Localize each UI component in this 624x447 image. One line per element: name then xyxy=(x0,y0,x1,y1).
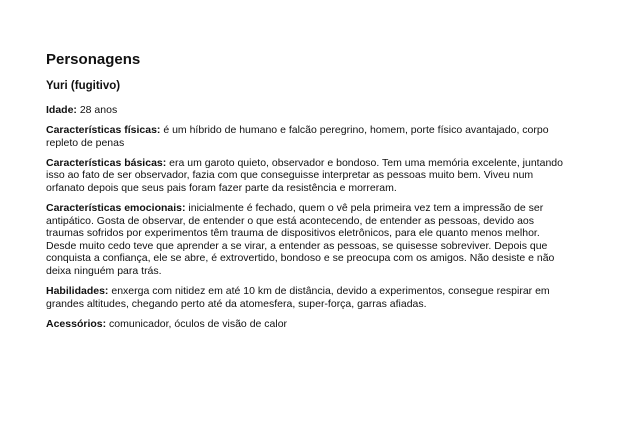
physical-traits-paragraph xyxy=(46,124,566,149)
age-paragraph xyxy=(46,104,566,117)
character-name: Yuri (fugitivo) xyxy=(46,80,121,92)
abilities-label: Habilidades: xyxy=(46,285,109,298)
physical-traits-text: é um híbrido de humano e falcão peregrino, homem, porte físico avantajado, corpo repleto de penas xyxy=(46,124,549,149)
age-label: Idade: xyxy=(46,104,77,116)
accessories-paragraph xyxy=(46,318,566,331)
basic-traits-paragraph xyxy=(46,157,566,195)
document-page xyxy=(46,50,566,338)
age-text: 28 anos xyxy=(76,104,118,116)
emotional-traits-text: inicialmente é fechado, quem o vê pela primeira vez tem a impressão de ser antipático. Gosta de observar, de entender o que está acontecendo, de entender as pessoas, devido aos traumas sofridos por experimentos têm trauma de dispositivos eletrônicos, para ele quanto menos melhor. Desde muito cedo teve que aprender a se virar, a entender as pessoas, se quisesse sobreviver. Depois que conquista a confiança, ele se abre, é extrovertido, bondoso e se preocupa com os amigos. Não desiste e não deixa ninguém para trás. xyxy=(46,202,555,278)
abilities-paragraph xyxy=(46,285,566,310)
accessories-text: comunicador, óculos de visão de calor xyxy=(106,317,288,330)
physical-traits-label: Características físicas: xyxy=(46,124,161,137)
emotional-traits-label: Características emocionais: xyxy=(46,202,186,215)
section-heading: Personagens xyxy=(46,51,141,68)
basic-traits-text: era um garoto quieto, observador e bondoso. Tem uma memória excelente, juntando isso ao fato de ser observador, fazia com que conseguisse interpretar as pessoas muito bem. Viveu num orfanato depois que seus pais foram fazer parte da resistência e morreram. xyxy=(46,156,563,194)
abilities-text: enxerga com nitidez em até 10 km de distância, devido a experimentos, consegue respirar em grandes altitudes, chegando perto até da atomesfera, super-força, garras afiadas. xyxy=(46,285,550,310)
accessories-label: Acessórios: xyxy=(46,317,107,330)
basic-traits-label: Características básicas: xyxy=(46,156,167,169)
emotional-traits-paragraph xyxy=(46,202,566,278)
